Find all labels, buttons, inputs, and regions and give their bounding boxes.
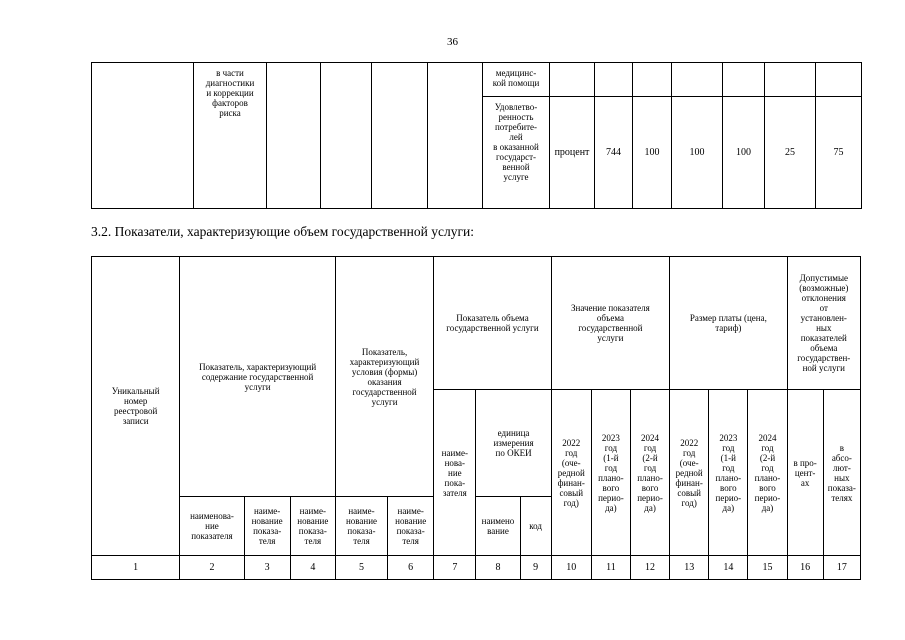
- value-2022-cell: 100: [633, 97, 672, 209]
- category-cell: в части диагностики и коррекции факторов риска: [194, 63, 267, 209]
- column-number: 7: [434, 556, 476, 580]
- unit-cell: процент: [550, 97, 595, 209]
- cell-empty: [267, 63, 321, 209]
- cell-empty: [765, 63, 816, 97]
- header-content-group: Показатель, характеризующий содержание государственной услуги: [180, 257, 336, 497]
- column-number: 3: [244, 556, 290, 580]
- column-number: 17: [823, 556, 860, 580]
- column-number: 5: [335, 556, 387, 580]
- cell-empty: [595, 63, 633, 97]
- cell-empty: [633, 63, 672, 97]
- header-content-name-3: наиме- нование показа- теля: [290, 497, 335, 556]
- cell-empty: [321, 63, 372, 209]
- cell-empty: [723, 63, 765, 97]
- indicator-name-cell: Удовлетво- ренность потребите- лей в оказанной государст- венной услуге: [483, 97, 550, 209]
- column-number: 6: [388, 556, 434, 580]
- header-volume-group: Показатель объема государственной услуги: [434, 257, 551, 390]
- header-deviation-percent: в про- цент- ах: [787, 390, 823, 556]
- header-fee-2023: 2023 год (1-й год плано- вого перио- да): [709, 390, 748, 556]
- header-condition-name-2: наиме- нование показа- теля: [388, 497, 434, 556]
- header-okei-unit: единица измерения по ОКЕИ: [476, 390, 551, 497]
- header-okei-name: наимено вание: [476, 497, 520, 556]
- column-number: 13: [670, 556, 709, 580]
- column-number: 2: [180, 556, 244, 580]
- value-2024-cell: 100: [723, 97, 765, 209]
- column-number: 8: [476, 556, 520, 580]
- column-number: 10: [551, 556, 591, 580]
- header-conditions-group: Показатель, характеризующий условия (формы) оказания государственной услуги: [335, 257, 433, 497]
- cell-empty: [92, 63, 194, 209]
- value-2023-cell: 100: [672, 97, 723, 209]
- header-content-name-2: наиме- нование показа- теля: [244, 497, 290, 556]
- header-fee-group: Размер платы (цена, тариф): [670, 257, 787, 390]
- header-value-2024: 2024 год (2-й год плано- вого перио- да): [630, 390, 669, 556]
- cell-empty: [672, 63, 723, 97]
- column-number: 11: [591, 556, 630, 580]
- deviation-absolute-cell: 75: [816, 97, 862, 209]
- column-number: 12: [630, 556, 669, 580]
- header-volume-name: наиме- нова- ние пока- зателя: [434, 390, 476, 556]
- section-title: 3.2. Показатели, характеризующие объем государственной услуги:: [91, 224, 474, 239]
- cell-empty: [550, 63, 595, 97]
- header-okei-code: код: [520, 497, 551, 556]
- header-content-name-1: наименова- ние показателя: [180, 497, 244, 556]
- column-number: 15: [748, 556, 787, 580]
- header-fee-2022: 2022 год (оче- редной финан- совый год): [670, 390, 709, 556]
- header-value-2023: 2023 год (1-й год плано- вого перио- да): [591, 390, 630, 556]
- header-unique-number: Уникальный номер реестровой записи: [92, 257, 180, 556]
- column-number: 16: [787, 556, 823, 580]
- deviation-percent-cell: 25: [765, 97, 816, 209]
- cell-empty: [372, 63, 428, 209]
- header-deviation-absolute: в абсо- лют- ных показа- телях: [823, 390, 860, 556]
- column-number: 14: [709, 556, 748, 580]
- volume-indicators-table: [91, 256, 861, 580]
- cell-empty: [428, 63, 483, 209]
- header-condition-name-1: наиме- нование показа- теля: [335, 497, 387, 556]
- indicator-name-cell: медицинс- кой помощи: [483, 63, 550, 97]
- quality-indicators-table-continued: [91, 62, 862, 209]
- column-number: 9: [520, 556, 551, 580]
- cell-empty: [816, 63, 862, 97]
- column-number: 1: [92, 556, 180, 580]
- header-value-group: Значение показателя объема государственной услуги: [551, 257, 669, 390]
- header-fee-2024: 2024 год (2-й год плано- вого перио- да): [748, 390, 787, 556]
- code-cell: 744: [595, 97, 633, 209]
- page-number: 36: [447, 36, 458, 48]
- header-value-2022: 2022 год (оче- редной финан- совый год): [551, 390, 591, 556]
- column-number: 4: [290, 556, 335, 580]
- header-deviation-group: Допустимые (возможные) отклонения от установлен- ных показателей объема государствен- ной услуги: [787, 257, 860, 390]
